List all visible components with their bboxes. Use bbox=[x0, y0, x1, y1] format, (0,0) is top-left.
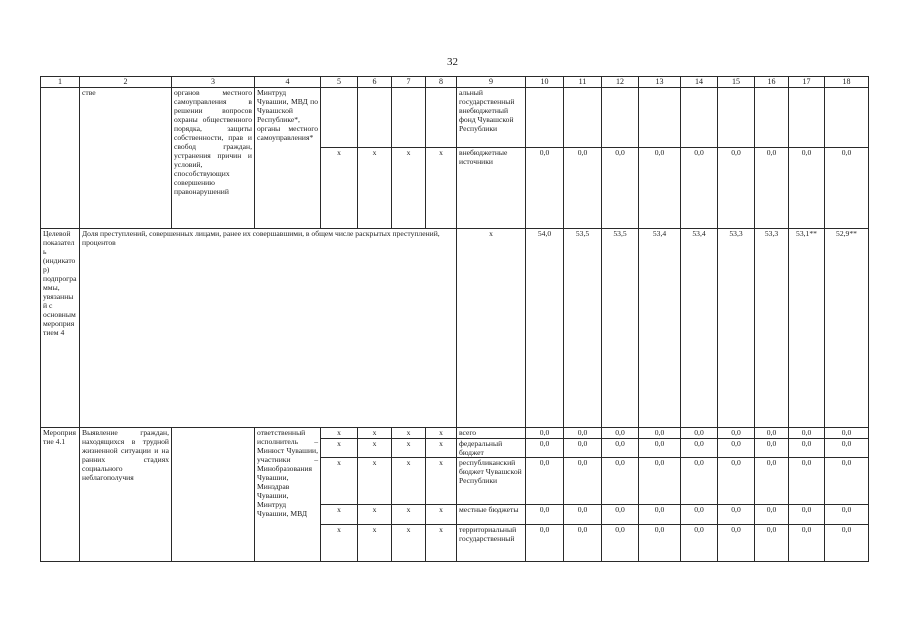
page-number: 32 bbox=[447, 56, 458, 68]
cell-value: 0,0 bbox=[639, 505, 681, 525]
cell-value: 0,0 bbox=[526, 439, 564, 458]
cell-value: 0,0 bbox=[718, 525, 755, 562]
column-number-6: 6 bbox=[358, 77, 392, 88]
indicator-label: Целевой показатель (индикатор) подпрограммы, увязанный с основным мероприятием 4 bbox=[41, 229, 80, 428]
cell-value: 0,0 bbox=[681, 428, 718, 439]
cell-x: x bbox=[358, 505, 392, 525]
cell-x: x bbox=[321, 148, 358, 229]
cell-value: 0,0 bbox=[639, 439, 681, 458]
cell-x: x bbox=[358, 458, 392, 505]
cell-x: x bbox=[321, 439, 358, 458]
cell-value: 0,0 bbox=[564, 439, 602, 458]
cell-value: 0,0 bbox=[825, 428, 869, 439]
cell-value: 0,0 bbox=[718, 148, 755, 229]
cell-value: 0,0 bbox=[639, 458, 681, 505]
cell-value: 0,0 bbox=[639, 148, 681, 229]
column-number-17: 17 bbox=[789, 77, 825, 88]
cell-col1 bbox=[41, 88, 80, 229]
cell-value: 0,0 bbox=[718, 439, 755, 458]
cell-col3: органов местного самоуправления в решении вопросов охраны общественного порядка, защиты собственности, прав и свобод граждан, устранения причин и условий, способствующих совершению правонарушений bbox=[172, 88, 255, 229]
cell-value: 0,0 bbox=[526, 525, 564, 562]
indicator-value: 53,3 bbox=[718, 229, 755, 428]
cell-value: 0,0 bbox=[681, 148, 718, 229]
cell-value: 0,0 bbox=[825, 458, 869, 505]
cell-value: 0,0 bbox=[639, 525, 681, 562]
cell-value: 0,0 bbox=[825, 148, 869, 229]
measure-label: Мероприятие 4.1 bbox=[41, 428, 80, 562]
indicator-text: Доля преступлений, совершенных лицами, ранее их совершавшими, в общем числе раскрытых преступлений, процентов bbox=[80, 229, 457, 428]
cell-value: 0,0 bbox=[681, 525, 718, 562]
cell-value: 0,0 bbox=[526, 428, 564, 439]
cell-value: 0,0 bbox=[602, 428, 639, 439]
indicator-value: 53,4 bbox=[639, 229, 681, 428]
column-number-16: 16 bbox=[755, 77, 789, 88]
indicator-row bbox=[41, 229, 869, 428]
cell-value: 0,0 bbox=[526, 148, 564, 229]
column-number-3: 3 bbox=[172, 77, 255, 88]
cell-x: x bbox=[392, 525, 426, 562]
indicator-value: 53,5 bbox=[564, 229, 602, 428]
cell-value: 0,0 bbox=[789, 428, 825, 439]
cell-value: 0,0 bbox=[681, 505, 718, 525]
indicator-x: x bbox=[457, 229, 526, 428]
cell-col9: федеральный бюджет bbox=[457, 439, 526, 458]
program-table bbox=[40, 76, 869, 562]
cell-col9: альный государственный внебюджетный фонд Чувашской Республики bbox=[457, 88, 526, 148]
cell-x: x bbox=[426, 148, 457, 229]
cell-x: x bbox=[392, 505, 426, 525]
cell-value: 0,0 bbox=[789, 525, 825, 562]
cell-x: x bbox=[321, 428, 358, 439]
cell-value: 0,0 bbox=[755, 439, 789, 458]
cell-value: 0,0 bbox=[681, 439, 718, 458]
cell-value: 0,0 bbox=[825, 525, 869, 562]
cell-x: x bbox=[392, 439, 426, 458]
column-number-5: 5 bbox=[321, 77, 358, 88]
cell-x: x bbox=[392, 428, 426, 439]
cell-value: 0,0 bbox=[755, 505, 789, 525]
cell-value: 0,0 bbox=[718, 458, 755, 505]
indicator-value: 53,3 bbox=[755, 229, 789, 428]
cell-value: 0,0 bbox=[718, 505, 755, 525]
cell-x: x bbox=[321, 458, 358, 505]
cell-value: 0,0 bbox=[639, 428, 681, 439]
cell-x: x bbox=[426, 458, 457, 505]
cell-col4: Минтруд Чувашии, МВД по Чувашской Республике*, органы местного самоуправления* bbox=[255, 88, 321, 229]
indicator-value: 53,5 bbox=[602, 229, 639, 428]
cell-value: 0,0 bbox=[718, 428, 755, 439]
table-row bbox=[41, 88, 869, 148]
column-number-15: 15 bbox=[718, 77, 755, 88]
cell-value: 0,0 bbox=[755, 428, 789, 439]
column-number-10: 10 bbox=[526, 77, 564, 88]
cell-value: 0,0 bbox=[602, 148, 639, 229]
indicator-value: 53,4 bbox=[681, 229, 718, 428]
cell-value: 0,0 bbox=[526, 505, 564, 525]
cell-value: 0,0 bbox=[564, 458, 602, 505]
cell-value: 0,0 bbox=[602, 525, 639, 562]
cell-value: 0,0 bbox=[602, 505, 639, 525]
column-number-2: 2 bbox=[80, 77, 172, 88]
cell-value: 0,0 bbox=[789, 505, 825, 525]
cell-x: x bbox=[358, 148, 392, 229]
measure-col2: Выявление граждан, находящихся в трудной жизненной ситуации и на ранних стадиях социального неблагополучия bbox=[80, 428, 172, 562]
cell-col9: всего bbox=[457, 428, 526, 439]
cell-x: x bbox=[392, 458, 426, 505]
measure-col3 bbox=[172, 428, 255, 562]
cell-x: x bbox=[426, 525, 457, 562]
cell-col9: территориальный государственный bbox=[457, 525, 526, 562]
cell-x: x bbox=[358, 428, 392, 439]
cell-value: 0,0 bbox=[564, 428, 602, 439]
cell-x: x bbox=[321, 525, 358, 562]
cell-col2: стве bbox=[80, 88, 172, 229]
column-number-4: 4 bbox=[255, 77, 321, 88]
column-number-8: 8 bbox=[426, 77, 457, 88]
cell-value: 0,0 bbox=[564, 148, 602, 229]
column-number-13: 13 bbox=[639, 77, 681, 88]
cell-value: 0,0 bbox=[526, 458, 564, 505]
cell-x: x bbox=[321, 505, 358, 525]
column-numbers-row bbox=[41, 77, 869, 88]
indicator-value: 54,0 bbox=[526, 229, 564, 428]
cell-x: x bbox=[426, 505, 457, 525]
column-number-9: 9 bbox=[457, 77, 526, 88]
cell-value: 0,0 bbox=[755, 458, 789, 505]
cell-value: 0,0 bbox=[602, 458, 639, 505]
cell-x: x bbox=[358, 525, 392, 562]
indicator-value: 53,1** bbox=[789, 229, 825, 428]
column-number-12: 12 bbox=[602, 77, 639, 88]
cell-value: 0,0 bbox=[681, 458, 718, 505]
column-number-7: 7 bbox=[392, 77, 426, 88]
column-number-18: 18 bbox=[825, 77, 869, 88]
measure-col4: ответственный исполнитель – Минюст Чувашии, участники – Минобразования Чувашии, Минздрав Чувашии, Минтруд Чувашии, МВД bbox=[255, 428, 321, 562]
cell-col9: республиканский бюджет Чувашской Республики bbox=[457, 458, 526, 505]
cell-value: 0,0 bbox=[789, 458, 825, 505]
cell-x: x bbox=[426, 428, 457, 439]
cell-value: 0,0 bbox=[564, 505, 602, 525]
column-number-11: 11 bbox=[564, 77, 602, 88]
cell-value: 0,0 bbox=[755, 148, 789, 229]
cell-x: x bbox=[392, 148, 426, 229]
cell-value: 0,0 bbox=[564, 525, 602, 562]
cell-value: 0,0 bbox=[825, 505, 869, 525]
cell-value: 0,0 bbox=[789, 148, 825, 229]
cell-x: x bbox=[358, 439, 392, 458]
cell-value: 0,0 bbox=[602, 439, 639, 458]
column-number-14: 14 bbox=[681, 77, 718, 88]
cell-value: 0,0 bbox=[755, 525, 789, 562]
cell-col9: местные бюджеты bbox=[457, 505, 526, 525]
cell-col9: внебюджетные источники bbox=[457, 148, 526, 229]
cell-x: x bbox=[426, 439, 457, 458]
indicator-value: 52,9** bbox=[825, 229, 869, 428]
measure-row bbox=[41, 428, 869, 439]
column-number-1: 1 bbox=[41, 77, 80, 88]
cell-value: 0,0 bbox=[825, 439, 869, 458]
cell-value: 0,0 bbox=[789, 439, 825, 458]
